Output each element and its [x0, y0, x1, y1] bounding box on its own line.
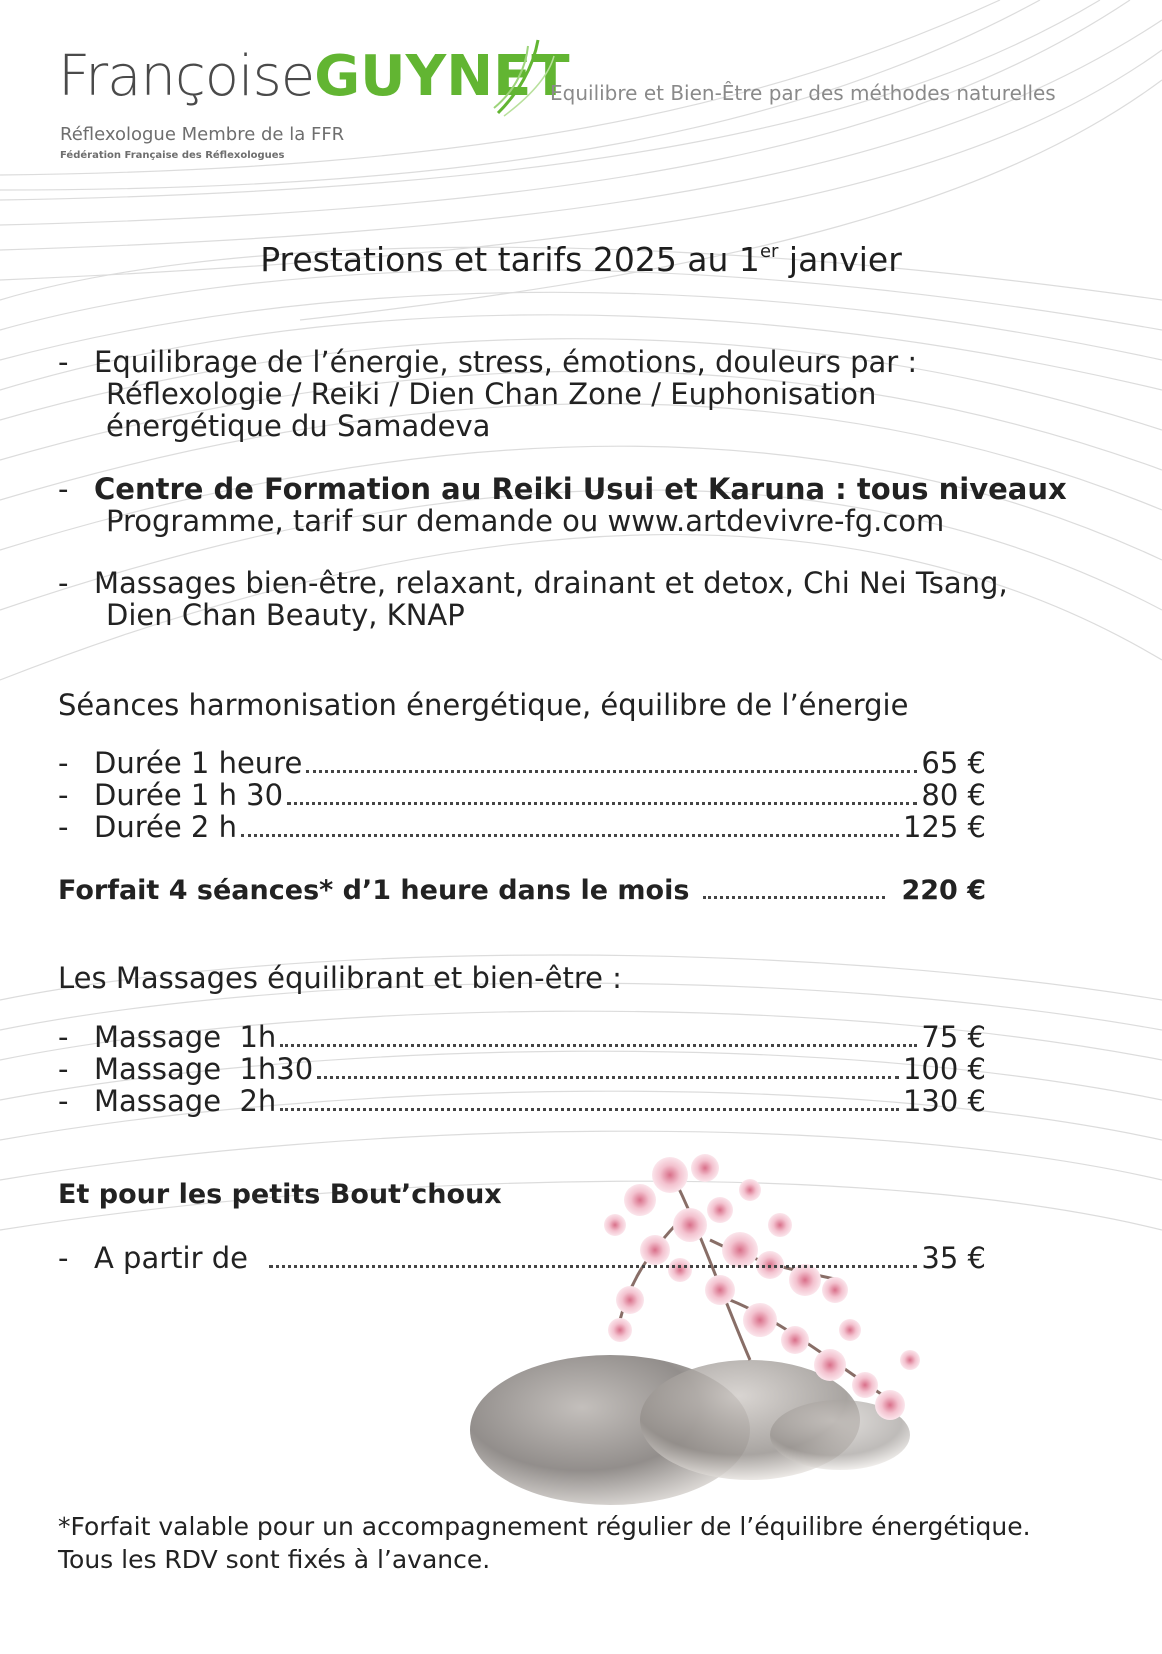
- footnote-line: Tous les RDV sont fixés à l’avance.: [58, 1545, 491, 1574]
- service-line: Programme, tarif sur demande ou www.artdevivre-fg.com: [106, 504, 945, 538]
- price: 100 €: [902, 1052, 986, 1086]
- service-line: Centre de Formation au Reiki Usui et Karuna : tous niveaux: [94, 472, 1067, 506]
- price: 220 €: [901, 875, 986, 906]
- cherry-blossom-stones-image: [420, 1130, 1162, 1550]
- enfants-heading: Et pour les petits Bout’choux: [58, 1179, 502, 1210]
- leaf-swoosh-icon: [488, 38, 558, 118]
- service-line: Equilibrage de l’énergie, stress, émotions, douleurs par :: [94, 345, 918, 379]
- footnote-line: *Forfait valable pour un accompagnement régulier de l’équilibre énergétique.: [58, 1512, 1031, 1541]
- service-line: Réflexologie / Reiki / Dien Chan Zone / Euphonisation: [106, 377, 877, 411]
- service-line: énergétique du Samadeva: [106, 409, 491, 443]
- price: 130 €: [902, 1084, 986, 1118]
- service-line: Massages bien-être, relaxant, drainant et detox, Chi Nei Tsang,: [94, 566, 1008, 600]
- price-row: Durée 1 heure 65 €: [94, 746, 986, 780]
- price: 65 €: [921, 746, 986, 780]
- page-title: Prestations et tarifs 2025 au 1er janvier: [260, 240, 902, 279]
- brand-last-name: GUYNET: [314, 44, 570, 109]
- price-row: Durée 2 h 125 €: [94, 810, 986, 844]
- seances-heading: Séances harmonisation énergétique, équilibre de l’énergie: [58, 688, 909, 722]
- price-row: Durée 1 h 30 80 €: [94, 778, 986, 812]
- federation-name: Fédération Française des Réflexologues: [60, 150, 285, 161]
- price: 80 €: [921, 778, 986, 812]
- brand-first-name: Françoise: [58, 44, 315, 109]
- price-row: A partir de 35 €: [94, 1241, 986, 1275]
- price: 75 €: [921, 1020, 986, 1054]
- price: 35 €: [921, 1241, 986, 1275]
- massages-heading: Les Massages équilibrant et bien-être :: [58, 961, 622, 995]
- price-row: Massage 1h 75 €: [94, 1020, 986, 1054]
- footnote: [58, 1510, 1031, 1576]
- tagline: Equilibre et Bien-Être par des méthodes naturelles: [550, 81, 1056, 105]
- subtitle: Réflexologue Membre de la FFR: [60, 124, 345, 145]
- price-row: Massage 2h 130 €: [94, 1084, 986, 1118]
- price: 125 €: [902, 810, 986, 844]
- price-list-page: FrançoiseGUYNET Equilibre et Bien-Être par des méthodes naturelles Réflexologue Membre de la FFR Fédération Française des Réflexologues Prestations et tarifs 2025 au 1er janvier - Equilibrage de l’énergie, stress, émotions, douleurs par : Réflexologie / Reiki / Dien Chan Zone / Euphonisation énergétique du Samadeva - Centre de Formation au Reiki Usui et Karuna : tous niveaux Programme, tarif sur demande ou www.artdevivre-fg.com - Massages bien-être, relaxant, drainant et detox, Chi Nei Tsang, Dien Chan Beauty, KNAP Séances harmonisation énergétique, équilibre de l’énergie - Durée 1 heure 65 € - Durée 1 h 30 80 € - Durée 2 h 125 € Forfait 4 séances* d’1 heure dans le mois 220 € Les Massages équilibrant et bien-être : - Massage 1h 75 € - Massage 1h30 100 € - Massage 2h 130 € Et pour les petits Bout’choux - A partir de 35 € *Forfait valable pour un accompagnement régulier de l’équilibre énergétique. Tous les RDV sont fixés à l’avance.: [0, 0, 1162, 1654]
- service-line: Dien Chan Beauty, KNAP: [106, 598, 465, 632]
- price-row: Massage 1h30 100 €: [94, 1052, 986, 1086]
- forfait-row: Forfait 4 séances* d’1 heure dans le mois 220 €: [58, 875, 986, 906]
